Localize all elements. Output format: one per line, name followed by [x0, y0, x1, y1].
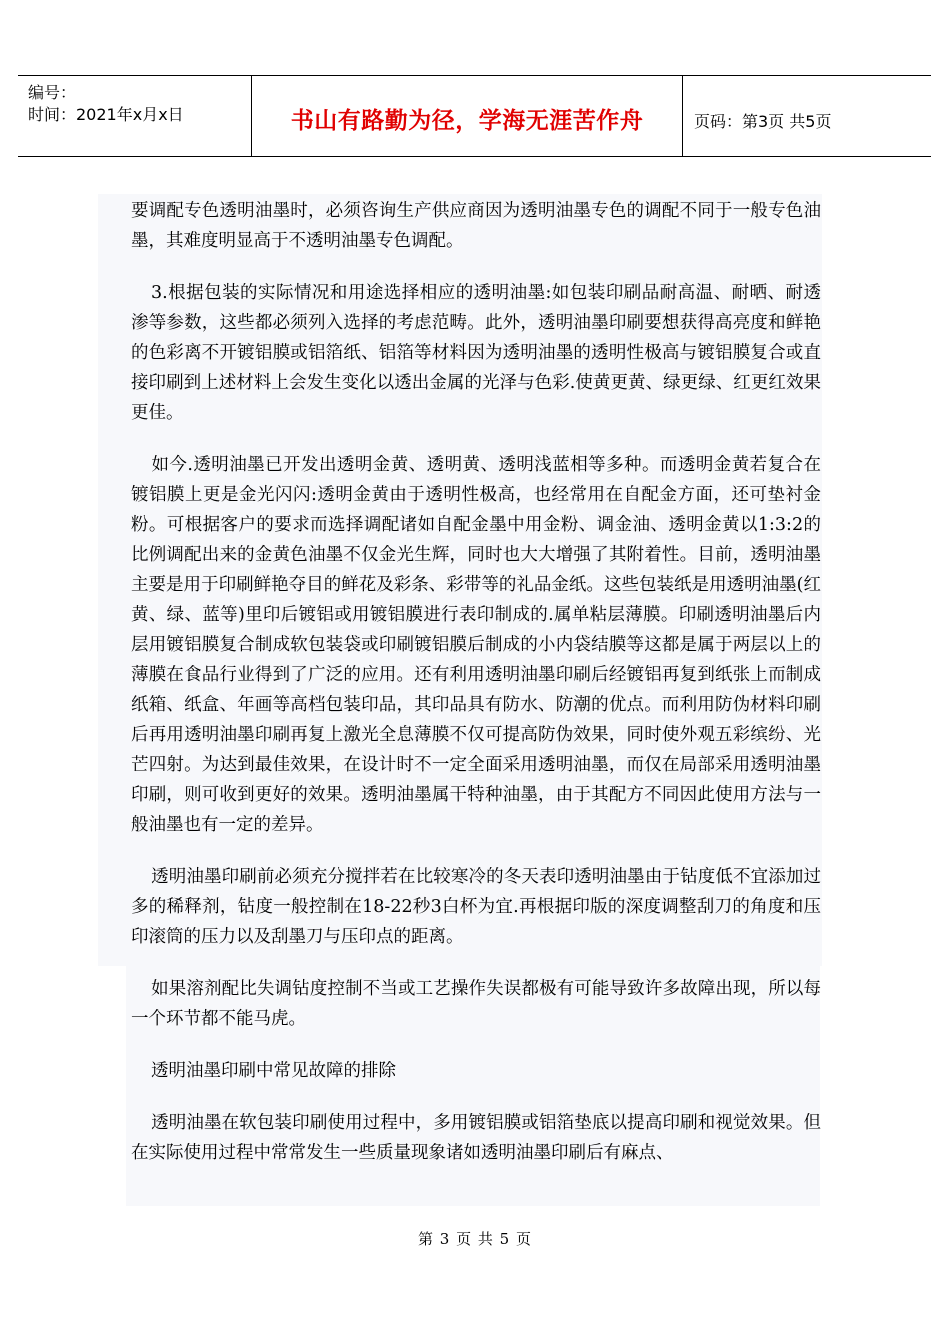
header-divider [682, 76, 683, 156]
header-page-label: 页码：第3页 共5页 [694, 112, 832, 131]
document-body [131, 194, 821, 1190]
time-label: 时间：2021年x月x日 [28, 105, 184, 124]
header-meta [28, 82, 184, 126]
header-motto: 书山有路勤为径，学海无涯苦作舟 [290, 108, 644, 134]
section-heading: 透明油墨印刷中常见故障的排除 [151, 1061, 396, 1081]
paragraph: 透明油墨在软包装印刷使用过程中，多用镀铝膜或铝箔垫底以提高印刷和视觉效果。但在实际使用过程中常常发生一些质量现象诸如透明油墨印刷后有麻点、 [131, 1113, 821, 1163]
paragraph: 透明油墨印刷前必须充分搅拌若在比较寒冷的冬天表印透明油墨由于钻度低不宜添加过多的稀释剂，钻度一般控制在18-22秒3白杯为宜.再根据印版的深度调整刮刀的角度和压印滚筒的压力以及刮墨刀与压印点的距离。 [131, 867, 821, 947]
paragraph: 要调配专色透明油墨时，必须咨询生产供应商因为透明油墨专色的调配不同于一般专色油墨，其难度明显高于不透明油墨专色调配。 [131, 201, 821, 251]
paragraph: 3.根据包装的实际情况和用途选择相应的透明油墨:如包装印刷品耐高温、耐晒、耐透渗等参数，这些都必须列入选择的考虑范畴。此外，透明油墨印刷要想获得高亮度和鲜艳的色彩离不开镀铝膜或铝箔纸、铝箔等材料因为透明油墨的透明性极高与镀铝膜复合或直接印刷到上述材料上会发生变化以透出金属的光泽与色彩.使黄更黄、绿更绿、红更红效果更佳。 [131, 283, 821, 423]
number-label: 编号： [28, 83, 77, 102]
page-header [18, 75, 931, 157]
paragraph: 如今.透明油墨已开发出透明金黄、透明黄、透明浅蓝相等多种。而透明金黄若复合在镀铝膜上更是金光闪闪:透明金黄由于透明性极高，也经常用在自配金方面，还可垫衬金粉。可根据客户的要求而选择调配诸如自配金墨中用金粉、调金油、透明金黄以1:3:2的比例调配出来的金黄色油墨不仅金光生辉，同时也大大增强了其附着性。目前，透明油墨主要是用于印刷鲜艳夺目的鲜花及彩条、彩带等的礼品金纸。这些包装纸是用透明油墨(红黄、绿、蓝等)里印后镀铝或用镀铝膜进行表印制成的.属单粘层薄膜。印刷透明油墨后内层用镀铝膜复合制成软包装袋或印刷镀铝膜后制成的小内袋结膜等这都是属于两层以上的薄膜在食品行业得到了广泛的应用。还有利用透明油墨印刷后经镀铝再复到纸张上而制成纸箱、纸盒、年画等高档包装印品，其印品具有防水、防潮的优点。而利用防伪材料印刷后再用透明油墨印刷再复上激光全息薄膜不仅可提高防伪效果，同时使外观五彩缤纷、光芒四射。为达到最佳效果，在设计时不一定全面采用透明油墨，而仅在局部采用透明油墨印刷，则可收到更好的效果。透明油墨属干特种油墨，由于其配方不同因此使用方法与一般油墨也有一定的差异。 [131, 455, 821, 835]
page-footer: 第 3 页 共 5 页 [418, 1230, 532, 1248]
paragraph: 如果溶剂配比失调钻度控制不当或工艺操作失误都极有可能导致许多故障出现，所以每一个环节都不能马虎。 [131, 979, 821, 1029]
